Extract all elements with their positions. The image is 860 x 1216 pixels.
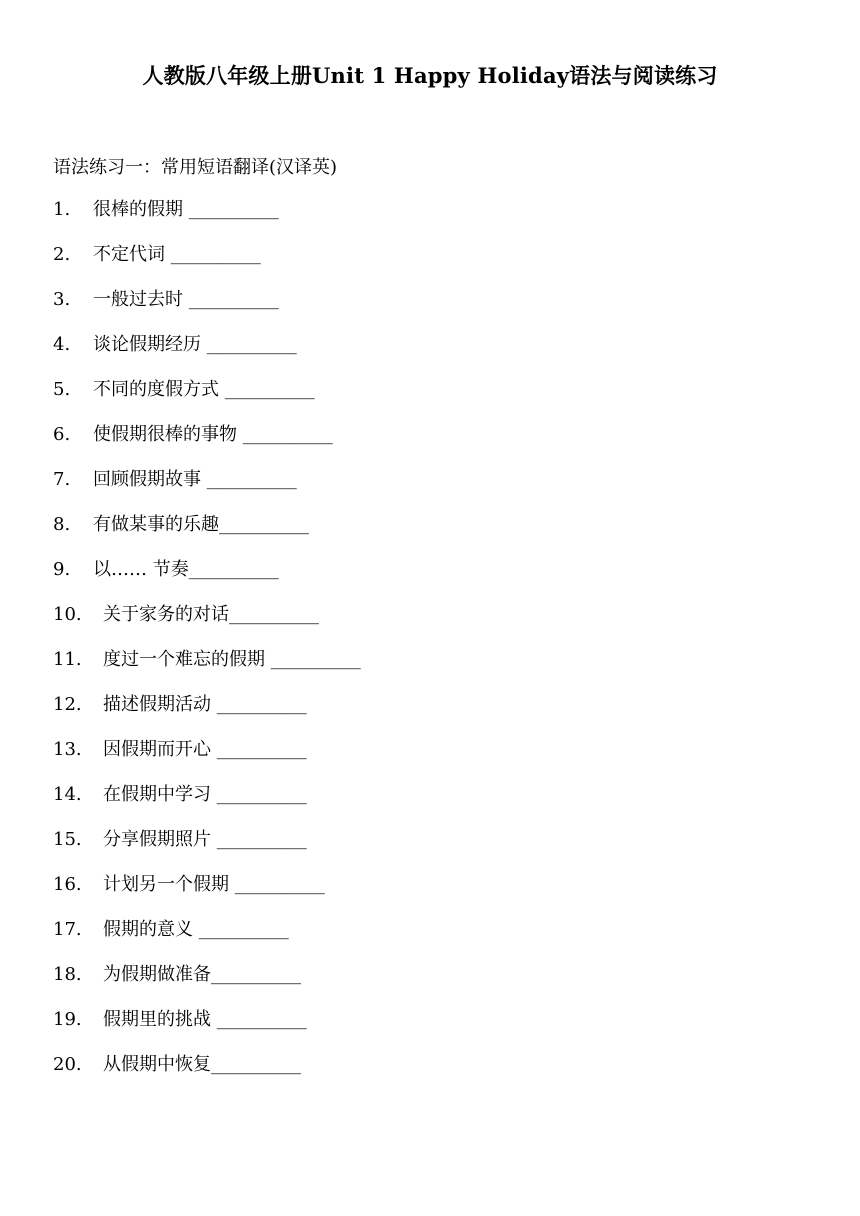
item-text: 有做某事的乐趣__________ bbox=[93, 514, 309, 535]
list-item bbox=[53, 963, 361, 1008]
item-number: 5. bbox=[53, 379, 71, 400]
phrase-list bbox=[53, 198, 361, 1098]
list-item bbox=[53, 378, 361, 423]
list-item bbox=[53, 828, 361, 873]
item-text: 一般过去时 __________ bbox=[93, 289, 279, 310]
item-number: 19. bbox=[53, 1009, 82, 1030]
list-item bbox=[53, 513, 361, 558]
item-text: 为假期做准备__________ bbox=[103, 964, 301, 985]
item-number: 12. bbox=[53, 694, 82, 715]
item-number: 20. bbox=[53, 1054, 82, 1075]
item-text: 以…… 节奏__________ bbox=[93, 559, 279, 580]
item-text: 分享假期照片 __________ bbox=[103, 829, 307, 850]
item-text: 描述假期活动 __________ bbox=[103, 694, 307, 715]
list-item bbox=[53, 468, 361, 513]
item-text: 不定代词 __________ bbox=[93, 244, 261, 265]
list-item bbox=[53, 783, 361, 828]
list-item bbox=[53, 198, 361, 243]
list-item bbox=[53, 693, 361, 738]
item-text: 计划另一个假期 __________ bbox=[103, 874, 325, 895]
item-text: 很棒的假期 __________ bbox=[93, 199, 279, 220]
item-text: 度过一个难忘的假期 __________ bbox=[103, 649, 361, 670]
item-number: 18. bbox=[53, 964, 82, 985]
item-text: 回顾假期故事 __________ bbox=[93, 469, 297, 490]
item-text: 假期里的挑战 __________ bbox=[103, 1009, 307, 1030]
item-number: 2. bbox=[53, 244, 71, 265]
list-item bbox=[53, 333, 361, 378]
item-text: 从假期中恢复__________ bbox=[103, 1054, 301, 1075]
item-number: 10. bbox=[53, 604, 82, 625]
list-item bbox=[53, 558, 361, 603]
list-item bbox=[53, 873, 361, 918]
item-number: 1. bbox=[53, 199, 71, 220]
list-item bbox=[53, 1053, 361, 1098]
item-text: 谈论假期经历 __________ bbox=[93, 334, 297, 355]
item-number: 3. bbox=[53, 289, 71, 310]
item-number: 17. bbox=[53, 919, 82, 940]
section-heading: 语法练习一：常用短语翻译(汉译英) bbox=[53, 157, 338, 178]
item-number: 9. bbox=[53, 559, 71, 580]
item-text: 关于家务的对话__________ bbox=[103, 604, 319, 625]
item-number: 7. bbox=[53, 469, 71, 490]
item-number: 13. bbox=[53, 739, 82, 760]
item-number: 16. bbox=[53, 874, 82, 895]
item-number: 6. bbox=[53, 424, 71, 445]
item-text: 假期的意义 __________ bbox=[103, 919, 289, 940]
item-number: 15. bbox=[53, 829, 82, 850]
item-number: 11. bbox=[53, 649, 82, 670]
document-title: 人教版八年级上册Unit 1 Happy Holiday语法与阅读练习 bbox=[142, 63, 718, 88]
list-item bbox=[53, 738, 361, 783]
item-number: 4. bbox=[53, 334, 71, 355]
list-item bbox=[53, 603, 361, 648]
item-text: 在假期中学习 __________ bbox=[103, 784, 307, 805]
item-text: 使假期很棒的事物 __________ bbox=[93, 424, 333, 445]
list-item bbox=[53, 243, 361, 288]
item-number: 14. bbox=[53, 784, 82, 805]
list-item bbox=[53, 288, 361, 333]
list-item bbox=[53, 423, 361, 468]
list-item bbox=[53, 648, 361, 693]
item-text: 因假期而开心 __________ bbox=[103, 739, 307, 760]
list-item bbox=[53, 918, 361, 963]
item-number: 8. bbox=[53, 514, 71, 535]
list-item bbox=[53, 1008, 361, 1053]
item-text: 不同的度假方式 __________ bbox=[93, 379, 315, 400]
